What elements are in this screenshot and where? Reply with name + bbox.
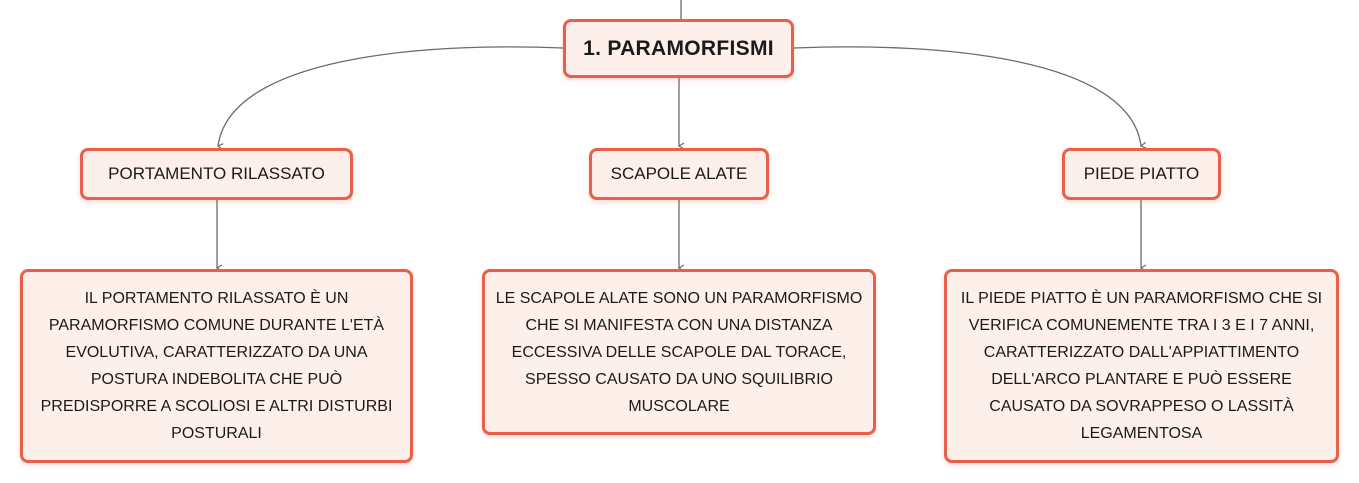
description-node-piede-piatto[interactable] (944, 269, 1339, 463)
description-text: IL PIEDE PIATTO È UN PARAMORFISMO CHE SI VERIFICA COMUNEMENTE TRA I 3 E I 7 ANNI, CARATTERIZZATO DALL'APPIATTIMENTO DELL'ARCO PLANTARE E PUÒ ESSERE CAUSATO DA SOVRAPPESO O LASSITÀ LEGAMENTOSA (960, 290, 1323, 442)
connector-root-to-portamento (218, 47, 563, 146)
topic-node-label: PIEDE PIATTO (1083, 164, 1200, 183)
description-text: LE SCAPOLE ALATE SONO UN PARAMORFISMO CHE SI MANIFESTA CON UNA DISTANZA ECCESSIVA DELLE SCAPOLE DAL TORACE, SPESSO CAUSATO DA UNO SQUILIBRIO MUSCOLARE (495, 289, 863, 415)
root-node-label: 1. PARAMORFISMI (583, 36, 774, 60)
connector-root-to-piede (794, 47, 1141, 146)
root-node[interactable] (563, 19, 794, 78)
topic-node-label: PORTAMENTO RILASSATO (108, 164, 325, 183)
description-text: IL PORTAMENTO RILASSATO È UN PARAMORFISMO COMUNE DURANTE L'ETÀ EVOLUTIVA, CARATTERIZZATO DA UNA POSTURA INDEBOLITA CHE PUÒ PREDISPORRE A SCOLIOSI E ALTRI DISTURBI POSTURALI (40, 290, 393, 442)
topic-node-piede-piatto[interactable] (1062, 148, 1221, 200)
topic-node-portamento-rilassato[interactable] (80, 148, 353, 200)
description-node-portamento-rilassato[interactable] (20, 269, 413, 463)
topic-node-scapole-alate[interactable] (589, 148, 769, 200)
description-node-scapole-alate[interactable] (482, 269, 876, 435)
topic-node-label: SCAPOLE ALATE (610, 164, 748, 183)
